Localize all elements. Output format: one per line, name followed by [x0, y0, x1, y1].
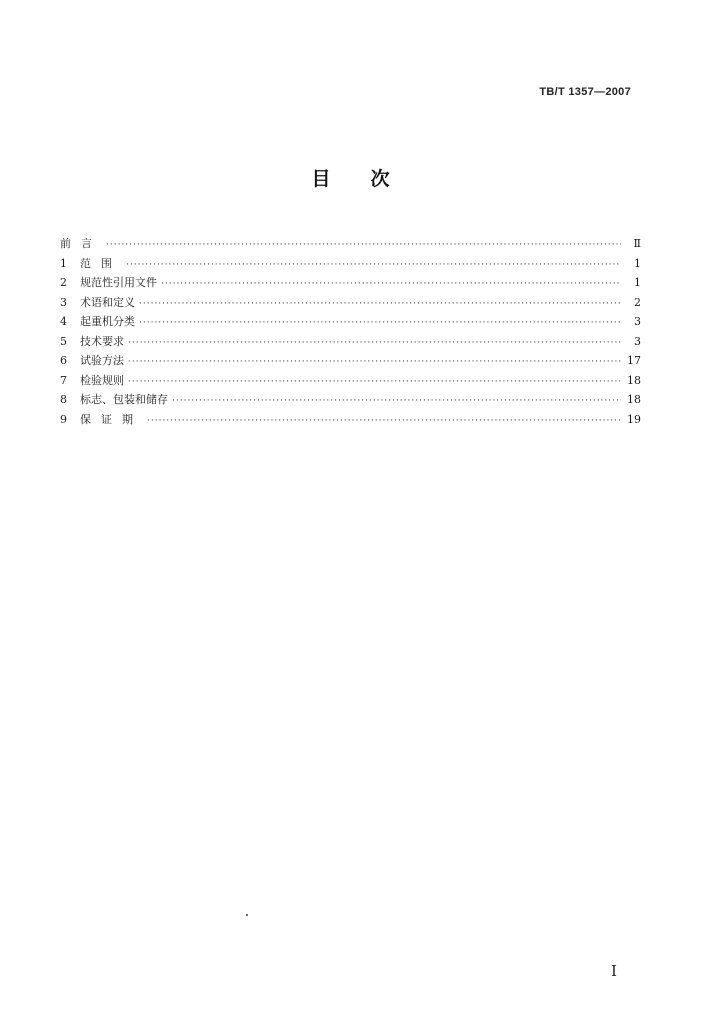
toc-entry-7[interactable]	[60, 371, 641, 391]
toc-leader-dots	[147, 412, 621, 432]
toc-leader-dots	[106, 236, 621, 256]
toc-entry-4[interactable]	[60, 312, 641, 332]
toc-leader-dots	[172, 392, 621, 412]
page-title: 目次	[311, 168, 430, 190]
toc-entry-number: 2	[60, 276, 67, 289]
page-number: Ⅰ	[611, 962, 617, 980]
toc-entry-3[interactable]	[60, 293, 641, 313]
toc-entry-1[interactable]	[60, 254, 641, 274]
toc-entry-6[interactable]	[60, 351, 641, 371]
toc-entry-page: 1	[634, 276, 641, 289]
toc-leader-dots	[139, 314, 621, 334]
standard-number: TB/T 1357—2007	[539, 86, 631, 98]
toc-entry-number: 7	[60, 373, 67, 387]
toc-entry-label: 术语和定义	[80, 295, 135, 309]
table-of-contents	[60, 234, 641, 429]
scan-speck	[246, 914, 248, 916]
toc-entry-2[interactable]	[60, 273, 641, 293]
toc-entry-page: 17	[627, 354, 641, 367]
toc-entry-8[interactable]	[60, 390, 641, 410]
toc-entry-5[interactable]	[60, 332, 641, 352]
toc-leader-dots	[139, 295, 621, 315]
toc-entry-page: Ⅱ	[633, 237, 641, 250]
toc-entry-page: 3	[634, 334, 641, 348]
toc-entry-label: 规范性引用文件	[80, 276, 157, 289]
toc-entry-number: 1	[60, 256, 67, 270]
toc-entry-label: 检验规则	[80, 373, 124, 387]
toc-entry-number: 5	[60, 334, 67, 348]
toc-entry-page: 2	[634, 295, 641, 309]
toc-leader-dots	[161, 275, 621, 295]
toc-entry-label: 标志、包装和储存	[80, 393, 168, 406]
toc-leader-dots	[126, 256, 621, 276]
toc-entry-number: 9	[60, 412, 67, 426]
toc-entry-page: 18	[627, 393, 641, 406]
toc-entry-label: 技术要求	[80, 334, 124, 348]
toc-entry-number: 3	[60, 295, 67, 309]
toc-entry-label: 试验方法	[80, 354, 124, 367]
toc-entry-page: 1	[634, 256, 641, 270]
toc-entry-foreword[interactable]	[60, 234, 641, 254]
toc-entry-page: 3	[634, 315, 641, 328]
toc-entry-number: 4	[60, 315, 67, 328]
toc-entry-number: 8	[60, 393, 67, 406]
toc-entry-number: 6	[60, 354, 67, 367]
toc-entry-page: 18	[627, 373, 641, 387]
toc-entry-label: 起重机分类	[80, 315, 135, 328]
toc-leader-dots	[128, 353, 621, 373]
toc-entry-page: 19	[627, 412, 641, 426]
toc-entry-label: 保证期	[80, 412, 143, 426]
toc-leader-dots	[128, 373, 621, 393]
toc-entry-label: 前言	[60, 237, 102, 250]
toc-entry-label: 范围	[80, 256, 122, 270]
toc-entry-9[interactable]	[60, 410, 641, 430]
toc-leader-dots	[128, 334, 621, 354]
